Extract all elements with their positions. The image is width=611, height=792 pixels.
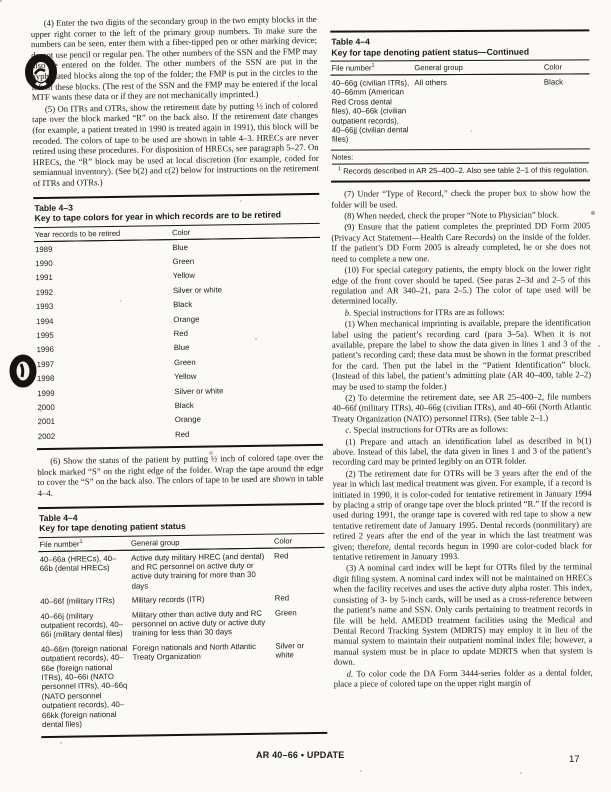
column-header-general-group: General group	[130, 534, 273, 550]
color-cell: Silver or white	[172, 285, 222, 295]
color-cell: Silver or white	[275, 640, 305, 660]
general-group-cell: Foreign nationals and North Atlantic Treaty Organization	[132, 641, 257, 662]
paragraph-c1: (1) Prepare and attach an identification label as described in b(1) above. Instead of this label, the data given in lines 1 and 3 of the patient’s recording card may be printed legibly on an OTR folder.	[332, 434, 592, 468]
left-column	[31, 14, 328, 745]
table-subtitle: Key to tape colors for year in which records are to be retired	[34, 209, 320, 228]
paragraph-b2: (2) To determine the retirement date, see AR 25–400–2, file numbers 40–66f (military ITRs), 40–66g (civilian ITRs), and 40–66i (North Atlantic Treaty Organization (NATO) personnel ITRs). (See table 2–1.)	[332, 391, 592, 424]
footnote-1: $^1$ Records described in AR 25–400–2. Also see table 2–1 of this regulation.	[332, 162, 589, 176]
color-cell: Green	[172, 256, 195, 266]
scan-speckle-noise	[0, 0, 2, 2]
right-column	[330, 29, 592, 690]
year-cell: 2000	[37, 402, 55, 413]
year-cell: 1989	[34, 244, 53, 254]
color-cell: Blue	[173, 343, 190, 353]
general-group-cell: All others	[414, 78, 447, 88]
footer-citation: AR 40–66 • UPDATE	[256, 750, 345, 760]
paragraph-5: (5) On ITRs and OTRs, show the retirement date by putting ½ inch of colored tape over the block marked “R” on the back also. If the retirement date changes (for example, a patient treated in 1990 is treated again in 1991), this block will be recoded. The colors of tape to be used are shown in table 4–3. HRECs are never retired using these procedures. For disposition of HRECs, see paragraph 5–27. On HRECs, the “R” block may be used at local discretion (for example, coded for semiannual inventory). (See b(2) and c(2) below for instructions on the retirement of ITRs and OTRs.)	[32, 99, 319, 189]
table-row	[37, 425, 323, 444]
color-cell: Orange	[173, 314, 200, 324]
table-title: Table 4–4	[38, 512, 78, 523]
paragraph-b: b. Special instructions for ITRs are as follows:	[344, 306, 505, 318]
column-header-year: Year records to be retired	[34, 226, 171, 242]
table-row	[40, 638, 327, 732]
general-group-cell: Military other than active duty and RC personnel on active duty or active duty training for less than 30 days	[131, 608, 266, 639]
year-cell: 1993	[35, 301, 54, 312]
table-title: Table 4–3	[34, 202, 74, 213]
table-row	[39, 604, 325, 641]
table-4-4-continued	[330, 29, 590, 183]
year-cell: 2001	[37, 417, 56, 427]
year-cell: 1991	[35, 273, 53, 283]
table-title: Table 4–4	[331, 36, 370, 47]
column-header-color: Color	[171, 223, 320, 239]
table-header-row	[330, 60, 589, 75]
paragraph-9: (9) Ensure that the patient completes the preprinted DD Form 2005 (Privacy Act Statement—Health Care Records) on the inside of the folder. If the patient’s DD Form 2005 is already completed, he or she does not need to complete a new one.	[331, 220, 591, 264]
color-cell: Red	[173, 328, 188, 339]
paragraph-6: (6) Show the status of the patient by putting ½ inch of colored tape over the block marked “S” on the right edge of the folder. Wrap the tape around the edge to cover the “S” on the back also. The colors of tape to be used are shown in table 4–4.	[37, 452, 324, 499]
table-notes	[331, 148, 590, 176]
year-cell: 1996	[36, 345, 54, 355]
color-cell: Green	[274, 607, 297, 618]
year-cell: 1997	[36, 359, 55, 369]
year-cell: 1990	[35, 258, 53, 269]
column-header-general-group: General group	[413, 61, 543, 75]
year-cell: 1994	[36, 316, 54, 326]
paragraph-c: c. Special instructions for OTRs are as follows:	[345, 423, 509, 435]
paragraph-10: (10) For special category patients, the empty block on the lower right edge of the front cover should be taped. (See paras 2–3d and 2–5 of this regulation and AR 340–21, para 2–5.) The color of tape used will be determined locally.	[331, 263, 591, 306]
year-cell: 1992	[35, 287, 54, 297]
general-group-cell: Military records (ITR)	[131, 594, 205, 605]
color-cell: Yellow	[172, 271, 196, 281]
paragraph-4: (4) Enter the two digits of the secondary group in the two empty blocks in the upper right corner to the left of the primary group numbers. To make sure the numbers can be seen, enter them with a fiber-tipped pen or other marking device; do not use pencil or regular pen. The other numbers of the SSN and the FMP may also be entered on the folder. The other numbers of the SSN are put in the hyphenated blocks along the top of the folder; the FMP is put in the circles to the left of these blocks. (The rest of the SSN and the FMP may be entered if the local MTF wants these data or if they are not mechanically imprinted.)	[30, 13, 318, 103]
color-cell: Green	[173, 357, 196, 367]
punch-hole-mark	[7, 349, 39, 395]
file-number-cell: 40–66g (civilian ITRs), 40–66mm (American Red Cross dental files), 40–66k (civilian outpatient records), 40–66jj (civilian dental files)	[331, 78, 410, 145]
table-subtitle: Key for tape denoting patient status	[38, 519, 324, 538]
general-group-cell: Active duty military HREC (and dental) and RC personnel on active duty or active duty training for more than 30 days	[131, 551, 265, 591]
color-cell: Red	[274, 550, 289, 561]
file-number-cell: 40–66j (military outpatient records), 40–66i (military dental files)	[40, 610, 124, 640]
table-row	[331, 74, 590, 147]
color-cell: Orange	[174, 415, 201, 425]
paragraph-c2: (2) The retirement date for OTRs will be 3 years after the end of the year in which last medical treatment was given. For example, if a record is initiated in 1990, it is color-coded for tentative retirement in January 1994 by placing a strip of orange tape over the block printed “R.” If the record is used during 1991, the orange tape is covered with red tape to show a new tentative retirement date of January 1995. Dental records (nonmilitary) are retired 2 years after the end of the year in which the last treatment was given; therefore, dental records begun in 1990 are color-coded black for tentative retirement in January 1993.	[332, 467, 592, 562]
year-cell: 1999	[37, 388, 55, 398]
paragraph-d: d. To color code the DA Form 3444-series folder as a dental folder, place a piece of colored tape on the upper right margin of	[333, 666, 593, 689]
table-row	[39, 547, 326, 594]
column-header-file-number: File number$^1$	[38, 536, 130, 551]
year-cell: 1998	[36, 374, 55, 384]
year-cell: 1995	[36, 330, 54, 341]
paragraph-c3: (3) A nominal card index will be kept for OTRs filed by the terminal digit filing system. A nominal card index will not be maintained on HRECs when the facility receives and uses the active duty alpha roster. This index, consisting of 3- by 5-inch cards, will be used as a cross-reference between the patient’s name and SSN. Only cards pertaining to treatment records in file will be held. AMEDD treatment facilities using the Medical and Dental Record Tracking System (MDRTS) may employ it in lieu of the manual system to maintain their outpatient nominal index file; however, a manual system must be in place to update MDRTS when that system is down.	[333, 561, 593, 667]
notes-label: Notes:	[331, 152, 354, 162]
color-cell: Red	[274, 593, 290, 603]
column-header-color: Color	[543, 60, 590, 74]
color-cell: Red	[175, 429, 190, 439]
file-number-cell: 40–66m (foreign national outpatient records), 40–66e (foreign national ITRs), 40–66i (NATO personnel ITRs), 40–66q (NATO personnel outpatient records), 40–66kk (foreign national dental files)	[40, 643, 128, 730]
table-4-3	[33, 192, 323, 450]
color-cell: Black	[173, 299, 193, 310]
year-cell: 2002	[37, 431, 56, 441]
color-cell: Silver or white	[174, 385, 224, 396]
color-cell: Black	[543, 77, 564, 87]
color-cell: Yellow	[174, 371, 197, 382]
table-subtitle: Key for tape denoting patient status—Continued	[330, 46, 589, 62]
column-header-file-number: File number$^1$	[330, 61, 413, 75]
table-4-4	[38, 502, 327, 738]
footer-page-number: 17	[569, 754, 580, 765]
paragraph-7: (7) Under “Type of Record,” check the proper box to show how the folder will be used.	[331, 187, 591, 210]
file-number-cell: 40–66f (military ITRs)	[40, 596, 115, 607]
color-cell: Black	[174, 400, 194, 411]
paragraph-b1: (1) When mechanical imprinting is available, prepare the identification label using the patient’s recording card (para 3–5a). When it is not available, prepare the label to show the data given in lines 1 and 3 of the patient’s recording card; these data must be shown in the format prescribed for the card. Then put the label in the “Patient Identification” block. (Instead of this label, the patient’s admitting plate (AR 40–400, table 2–2) may be used to stamp the folder.)	[331, 317, 592, 392]
footnote-marker: 1	[371, 62, 375, 69]
column-header-color: Color	[273, 533, 325, 547]
paragraph-8: (8) When needed, check the proper “Note to Physician” block.	[344, 209, 560, 221]
file-number-cell: 40–66a (HRECs), 40–66b (dental HRECs)	[39, 553, 117, 574]
color-cell: Blue	[172, 242, 188, 252]
footnote-marker: 1	[79, 538, 83, 545]
